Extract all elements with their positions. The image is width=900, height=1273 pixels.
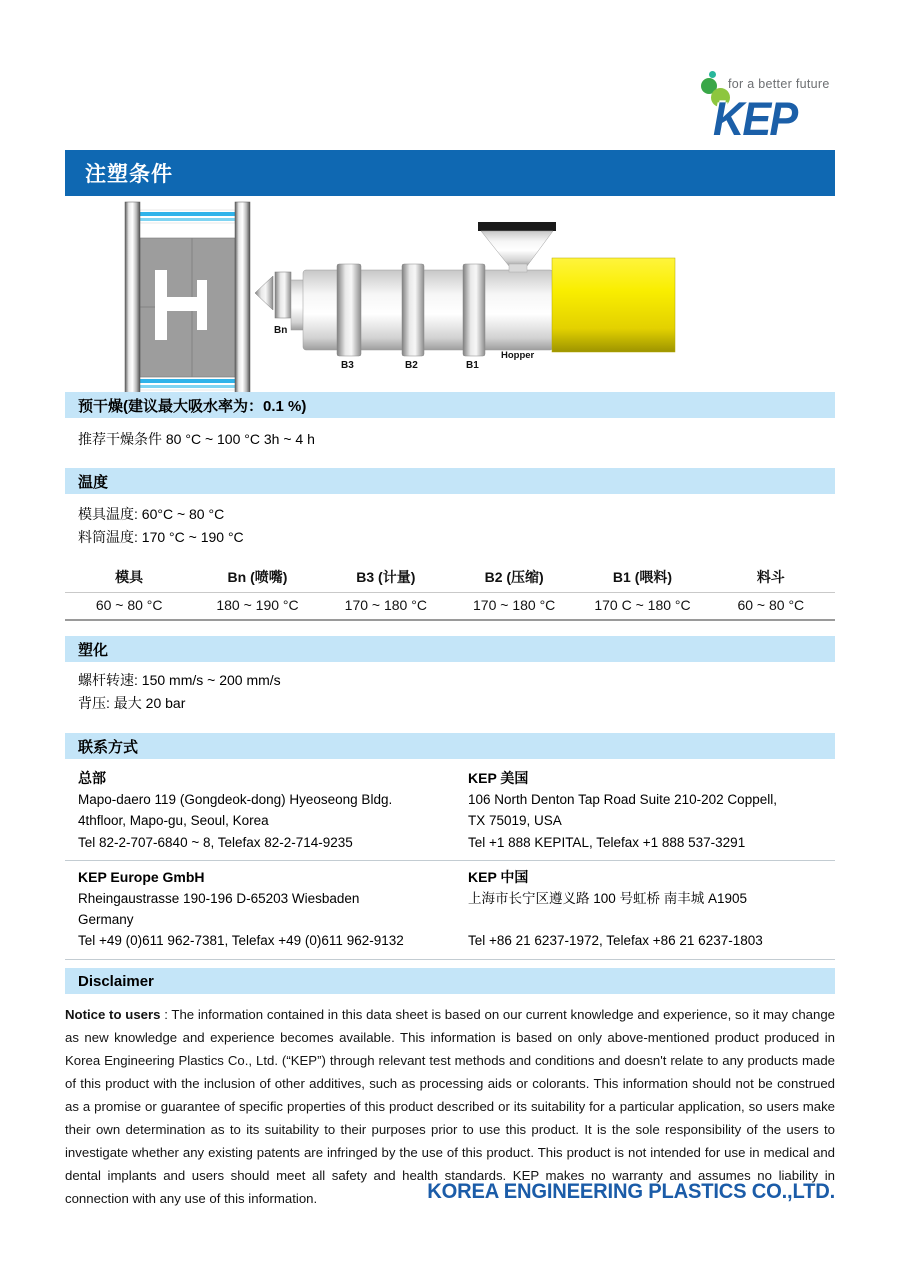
col-header-bn: Bn (喷嘴) xyxy=(227,569,288,585)
tie-bar-left xyxy=(125,202,140,398)
section-bar-plasticizing xyxy=(65,636,835,662)
label-hopper: Hopper xyxy=(501,350,535,361)
contact-row-1 xyxy=(65,762,835,861)
heater-band-b3 xyxy=(337,264,361,356)
disclaimer-notice-label: Notice to users xyxy=(65,1007,161,1022)
mold-cavity-cap xyxy=(197,280,207,330)
contact-line: TX 75019, USA xyxy=(468,813,562,829)
contact-block-usa xyxy=(455,767,835,853)
logo-brand-text: KEP xyxy=(713,92,797,145)
contact-line: Tel +1 888 KEPITAL, Telefax +1 888 537-3291 xyxy=(468,834,746,850)
section-bar-predry xyxy=(65,392,835,418)
barrel-front xyxy=(291,280,304,330)
injection-machine-diagram xyxy=(115,200,695,400)
footer-company-name: KOREA ENGINEERING PLASTICS CO.,LTD. xyxy=(427,1180,835,1203)
temperature-table xyxy=(65,564,835,621)
heater-band-b2 xyxy=(402,264,424,356)
contact-line: 106 North Denton Tap Road Suite 210-202 Coppell, xyxy=(468,792,777,807)
section-bar-temperature xyxy=(65,468,835,494)
col-header-hopper: 料斗 xyxy=(756,569,785,585)
value-b1: 170 C ~ 180 °C xyxy=(594,597,691,613)
disclaimer-paragraph xyxy=(65,1003,835,1210)
value-bn: 180 ~ 190 °C xyxy=(216,597,299,613)
value-hopper: 60 ~ 80 °C xyxy=(737,597,805,613)
contact-grid xyxy=(65,762,835,960)
contact-line xyxy=(468,909,835,930)
table-header-row xyxy=(65,564,835,593)
contact-line: Tel 82-2-707-6840 ~ 8, Telefax 82-2-714-9235 xyxy=(78,834,353,850)
logo-tagline: for a better future xyxy=(728,77,830,91)
mold-temperature-text: 模具温度: 60°C ~ 80 °C xyxy=(78,506,225,522)
col-header-mold: 模具 xyxy=(115,569,144,585)
section-bar-contact xyxy=(65,733,835,759)
contact-line: 4thfloor, Mapo-gu, Seoul, Korea xyxy=(78,813,269,829)
label-b3: B3 xyxy=(341,360,354,371)
nozzle-cone xyxy=(255,276,273,310)
contact-block-europe xyxy=(65,866,455,952)
contact-title: 总部 xyxy=(78,770,106,786)
heater-band-b1 xyxy=(463,264,485,356)
contact-line: 上海市长宁区遵义路 100 号虹桥 南丰城 A1905 xyxy=(468,890,748,906)
value-b2: 170 ~ 180 °C xyxy=(473,597,556,613)
col-header-b1: B1 (喂料) xyxy=(612,569,673,585)
section-header-temperature: 温度 xyxy=(78,473,109,491)
col-header-b2: B2 (压缩) xyxy=(484,569,544,585)
contact-line: Tel +49 (0)611 962-7381, Telefax +49 (0)611 962-9132 xyxy=(78,933,404,949)
table-value-row xyxy=(65,593,835,621)
contact-block-hq xyxy=(65,767,455,853)
mold-cavity-arm xyxy=(167,297,197,311)
predry-conditions-text: 推荐干燥条件 80 °C ~ 100 °C 3h ~ 4 h xyxy=(78,431,315,447)
section-bar-disclaimer xyxy=(65,968,835,994)
kep-logo xyxy=(690,70,840,152)
value-b3: 170 ~ 180 °C xyxy=(344,597,427,613)
label-bn: Bn xyxy=(274,325,288,336)
screw-speed-text: 螺杆转速: 150 mm/s ~ 200 mm/s xyxy=(78,672,281,688)
label-b2: B2 xyxy=(405,360,418,371)
section-header-contact: 联系方式 xyxy=(78,738,139,756)
col-header-b3: B3 (计量) xyxy=(356,569,416,585)
page-title-bar xyxy=(65,150,835,196)
nozzle-band xyxy=(275,272,291,318)
contact-title: KEP 中国 xyxy=(468,868,529,885)
drive-unit xyxy=(552,258,675,352)
label-b1: B1 xyxy=(466,360,479,371)
contact-title: KEP 美国 xyxy=(468,770,529,786)
contact-line: Germany xyxy=(78,912,134,928)
mold-block xyxy=(140,238,235,377)
contact-line: Rheingaustrasse 190-196 D-65203 Wiesbaden xyxy=(78,890,360,906)
disclaimer-body-text: : The information contained in this data sheet is based on our current knowledge and experience, so it may change as new knowledge and experience becomes available. This information is based on only above-mentioned product produced in Korea Engineering Plastics Co., Ltd. (“KEP”) through relevant test methods and conditions and doesn't relate to any products made of this product with the inclusion of other additives, such as processing aids or colorants. This information should not be construed as a promise or guarantee of specific properties of this product described or its suitability for a particular application, so users make their own determination as to its suitability to their purposes prior to use this product. It is the sole responsibility of the users to investigate whether any existing patents are infringed by the use of this product. This product is not intended for use in medical and dental implants and users should meet all safety and health standards. KEP makes no warranty and assumes no liability in connection with any use of this information. xyxy=(65,1007,835,1206)
value-mold: 60 ~ 80 °C xyxy=(95,597,163,613)
contact-row-2 xyxy=(65,861,835,960)
mold-cavity xyxy=(155,270,167,340)
contact-line: Tel +86 21 6237-1972, Telefax +86 21 6237-1803 xyxy=(468,933,763,949)
section-header-plasticizing: 塑化 xyxy=(78,641,109,659)
barrel-temperature-text: 料筒温度: 170 °C ~ 190 °C xyxy=(78,529,244,545)
contact-title: KEP Europe GmbH xyxy=(78,868,205,885)
section-header-disclaimer: Disclaimer xyxy=(78,972,154,990)
page-title: 注塑条件 xyxy=(85,163,173,186)
temperature-values xyxy=(78,503,244,549)
contact-block-china xyxy=(455,866,835,952)
back-pressure-text: 背压: 最大 20 bar xyxy=(78,695,186,711)
section-header-predry: 预干燥(建议最大吸水率为：0.1 %) xyxy=(78,397,307,415)
logo-teal-dot-icon xyxy=(709,71,716,78)
plasticizing-values xyxy=(78,669,281,715)
tie-bar-right xyxy=(235,202,250,398)
contact-line: Mapo-daero 119 (Gongdeok-dong) Hyeoseong Bldg. xyxy=(78,792,393,807)
hopper-funnel xyxy=(478,222,556,272)
